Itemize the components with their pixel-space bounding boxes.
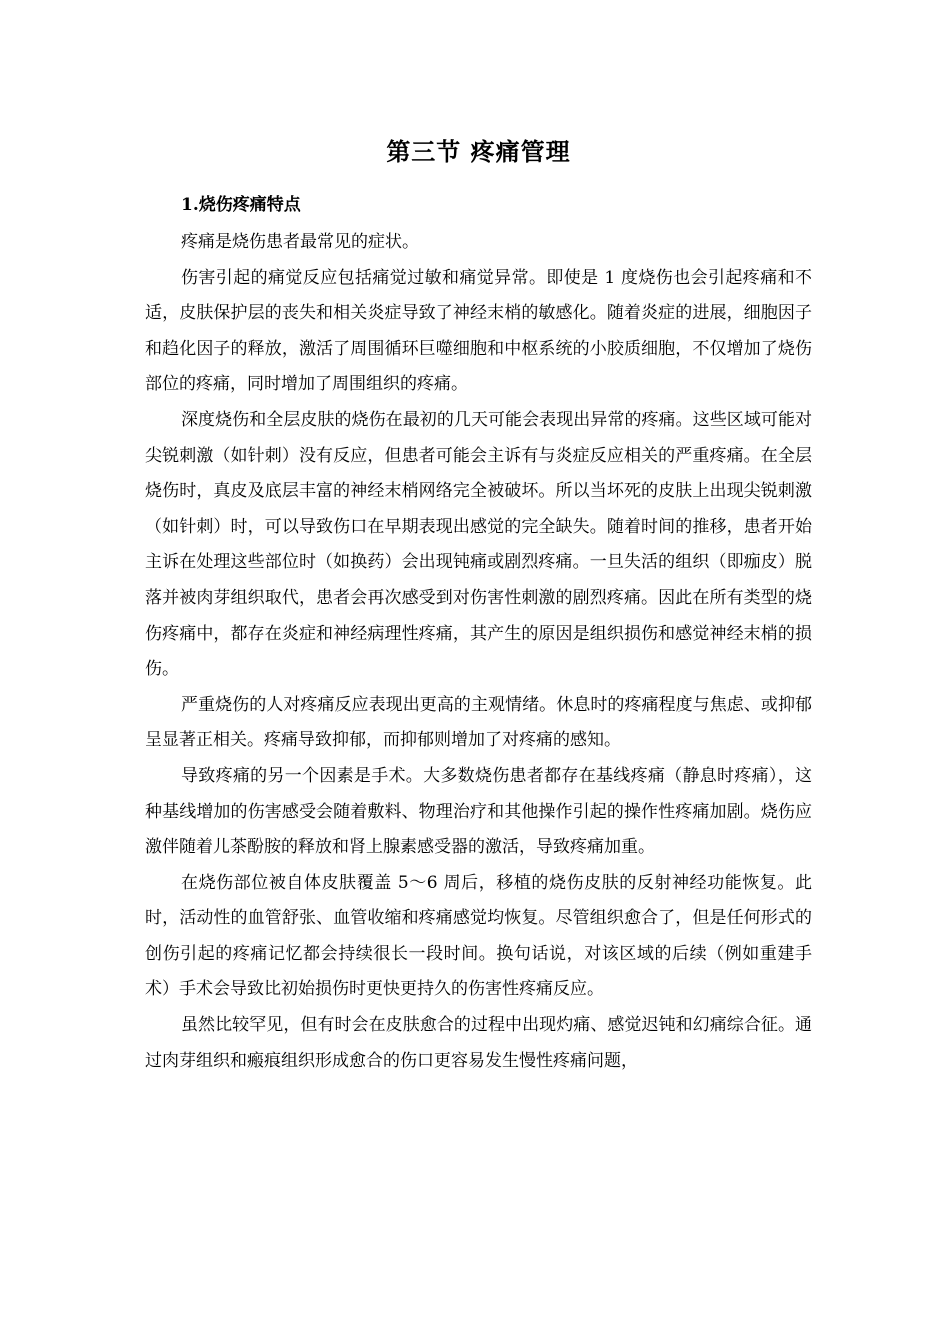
paragraph-3: 深度烧伤和全层皮肤的烧伤在最初的几天可能会表现出异常的疼痛。这些区域可能对尖锐刺激（如针刺）没有反应，但患者可能会主诉有与炎症反应相关的严重疼痛。在全层烧伤时，真皮及底层丰富的神经末梢网络完全被破坏。所以当坏死的皮肤上出现尖锐刺激（如针刺）时，可以导致伤口在早期表现出感觉的完全缺失。随着时间的推移，患者开始主诉在处理这些部位时（如换药）会出现钝痛或剧烈疼痛。一旦失活的组织（即痂皮）脱落并被肉芽组织取代，患者会再次感受到对伤害性刺激的剧烈疼痛。因此在所有类型的烧伤疼痛中，都存在炎症和神经病理性疼痛，其产生的原因是组织损伤和感觉神经末梢的损伤。 (145, 409, 812, 680)
page-title: 第三节 疼痛管理 (386, 137, 571, 166)
paragraph-6: 在烧伤部位被自体皮肤覆盖 5～6 周后，移植的烧伤皮肤的反射神经功能恢复。此时，活动性的血管舒张、血管收缩和疼痛感觉均恢复。尽管组织愈合了，但是任何形式的创伤引起的疼痛记忆都会持续很长一段时间。换句话说，对该区域的后续（例如重建手术）手术会导致比初始损伤时更快更持久的伤害性疼痛反应。 (145, 872, 812, 1000)
section-heading: 1.烧伤疼痛特点 (181, 195, 301, 215)
document-page (145, 134, 812, 1079)
paragraph-1: 疼痛是烧伤患者最常见的症状。 (181, 232, 419, 252)
paragraph-5: 导致疼痛的另一个因素是手术。大多数烧伤患者都存在基线疼痛（静息时疼痛），这种基线增加的伤害感受会随着敷料、物理治疗和其他操作引起的操作性疼痛加剧。烧伤应激伴随着儿茶酚胺的释放和肾上腺素感受器的激活，导致疼痛加重。 (145, 765, 812, 858)
paragraph-7: 虽然比较罕见，但有时会在皮肤愈合的过程中出现灼痛、感觉迟钝和幻痛综合征。通过肉芽组织和瘢痕组织形成愈合的伤口更容易发生慢性疼痛问题， (145, 1015, 812, 1071)
paragraph-4: 严重烧伤的人对疼痛反应表现出更高的主观情绪。休息时的疼痛程度与焦虑、或抑郁呈显著正相关。疼痛导致抑郁，而抑郁则增加了对疼痛的感知。 (145, 694, 812, 751)
paragraph-2: 伤害引起的痛觉反应包括痛觉过敏和痛觉异常。即使是 1 度烧伤也会引起疼痛和不适，皮肤保护层的丧失和相关炎症导致了神经末梢的敏感化。随着炎症的进展，细胞因子和趋化因子的释放，激活了周围循环巨噬细胞和中枢系统的小胶质细胞，不仅增加了烧伤部位的疼痛，同时增加了周围组织的疼痛。 (145, 267, 812, 395)
